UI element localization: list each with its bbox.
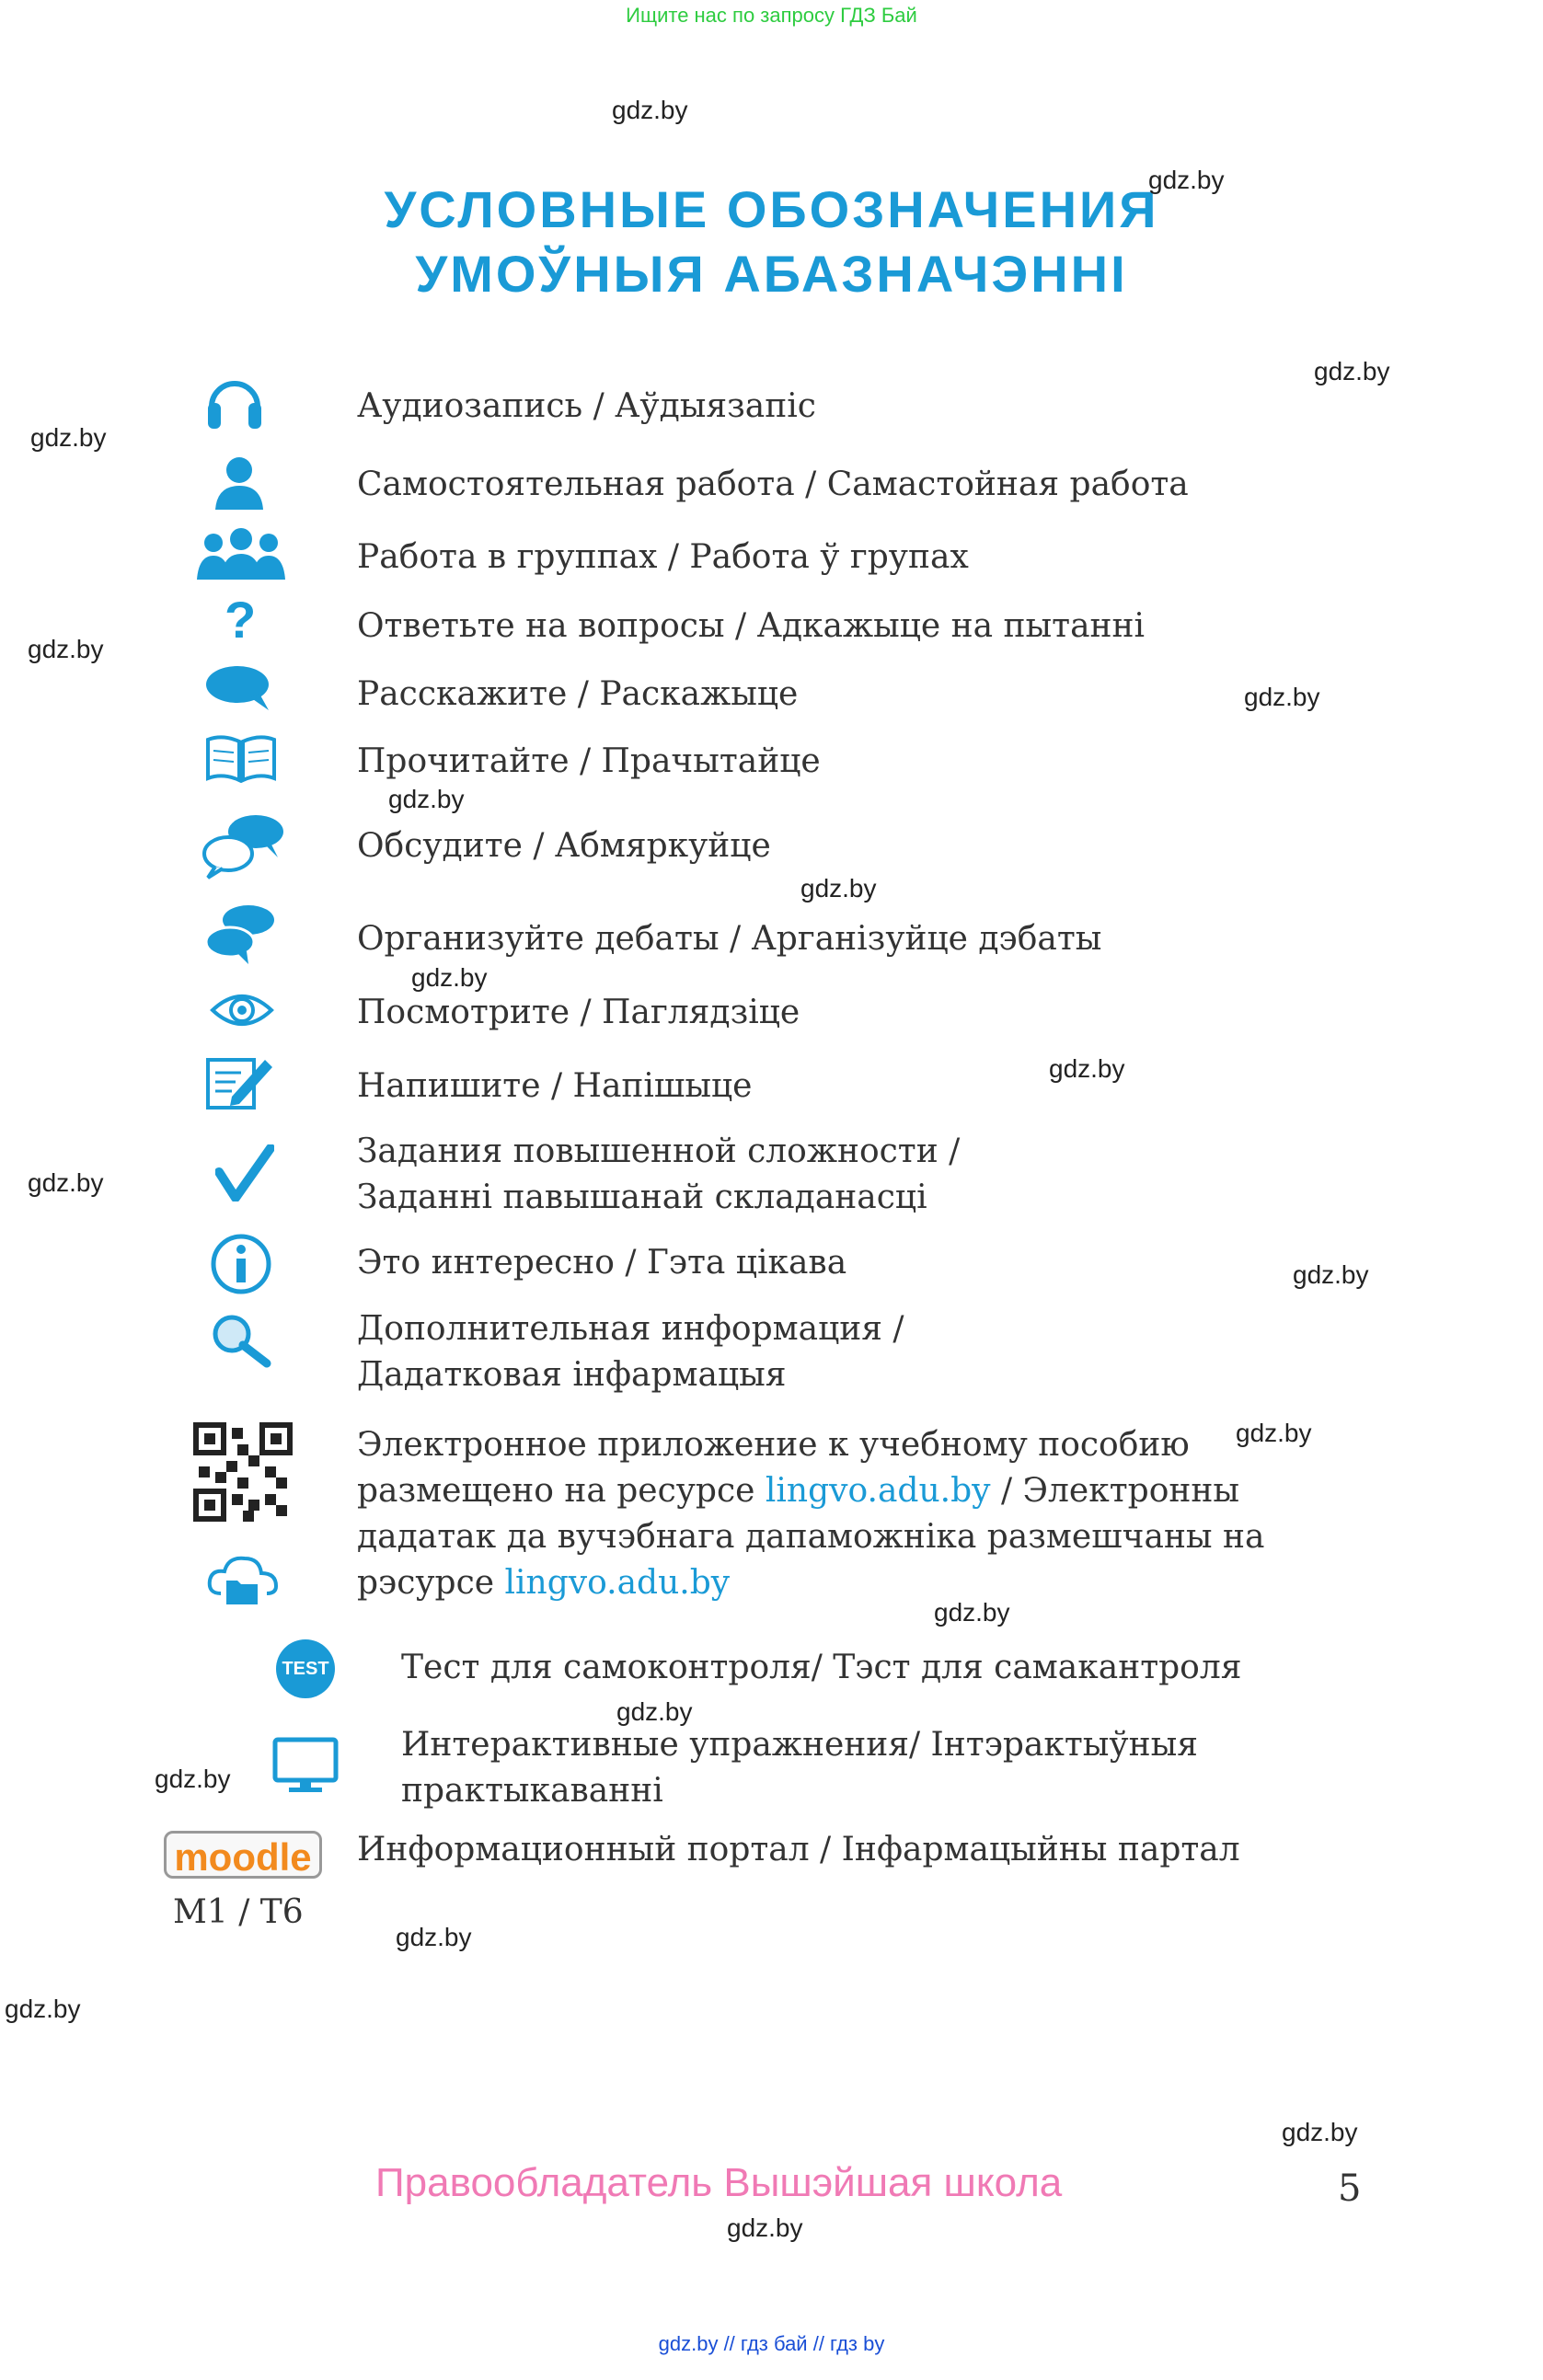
debate-bubbles-icon xyxy=(204,903,278,966)
legend-debate: Организуйте дебаты / Арганізуйце дэбаты xyxy=(357,920,1102,958)
legend-individual: Самостоятельная работа / Самастойная работа xyxy=(357,466,1189,503)
watermark: gdz.by xyxy=(1244,683,1320,711)
watermark: gdz.by xyxy=(411,963,488,992)
legend-electronic-text: размещено на ресурсе xyxy=(357,1472,766,1510)
legend-portal: Информационный портал / Інфармацыйны партал xyxy=(357,1831,1240,1868)
person-icon xyxy=(210,454,269,510)
watermark: gdz.by xyxy=(5,1995,81,2023)
qr-code-icon xyxy=(193,1422,293,1522)
watermark: gdz.by xyxy=(1293,1260,1369,1289)
legend-interesting: Это интересно / Гэта цікава xyxy=(357,1244,847,1282)
legend-extra-line-1: Дополнительная информация / xyxy=(357,1310,904,1348)
lingvo-link[interactable]: lingvo.adu.by xyxy=(504,1564,731,1602)
legend-electronic-text: / Электронны xyxy=(990,1472,1240,1510)
search-note: Ищите нас по запросу ГДЗ Бай xyxy=(626,4,917,27)
watermark: gdz.by xyxy=(1282,2118,1358,2146)
legend-audio: Аудиозапись / Аўдыязапіс xyxy=(357,387,816,425)
watermark: gdz.by xyxy=(28,1168,104,1197)
question-icon: ? xyxy=(225,591,257,649)
legend-test: Тест для самоконтроля/ Тэст для самакантроля xyxy=(401,1649,1242,1686)
notepad-pencil-icon xyxy=(204,1054,274,1111)
watermark: gdz.by xyxy=(1148,166,1225,194)
eye-icon xyxy=(210,988,274,1032)
watermark: gdz.by xyxy=(30,423,107,452)
watermark: gdz.by xyxy=(612,96,688,124)
legend-write: Напишите / Напішыце xyxy=(357,1067,753,1105)
moodle-label: moodle xyxy=(174,1835,312,1879)
legend-extra-line-2: Дадатковая інфармацыя xyxy=(357,1356,787,1394)
legend-advanced-line-1: Задания повышенной сложности / xyxy=(357,1133,961,1170)
discuss-bubbles-icon xyxy=(201,811,285,880)
speech-bubble-icon xyxy=(204,664,274,712)
magnifier-icon xyxy=(210,1312,276,1369)
page-title-line-1: УСЛОВНЫЕ ОБОЗНАЧЕНИЯ xyxy=(384,180,1159,238)
legend-watch: Посмотрите / Паглядзіце xyxy=(357,994,800,1031)
legend-questions: Ответьте на вопросы / Адкажыце на пытанні xyxy=(357,607,1146,645)
info-icon xyxy=(210,1233,272,1295)
page-title-line-2: УМОЎНЫЯ АБАЗНАЧЭННІ xyxy=(415,245,1128,303)
legend-interactive-line-2: практыкаванні xyxy=(401,1772,663,1810)
moodle-logo[interactable] xyxy=(164,1831,322,1879)
legend-electronic-line-3: дадатак да вучэбнага дапаможніка размешчаны на xyxy=(357,1518,1265,1556)
watermark: gdz.by xyxy=(28,635,104,663)
legend-groups: Работа в группах / Работа ў групах xyxy=(357,538,969,576)
watermark: gdz.by xyxy=(1049,1054,1125,1083)
page-number: 5 xyxy=(1338,2167,1362,2210)
open-book-icon xyxy=(204,732,278,784)
copyright-holder: Правообладатель Вышэйшая школа xyxy=(375,2160,1063,2205)
monitor-icon xyxy=(272,1737,339,1794)
watermark: gdz.by xyxy=(1236,1419,1312,1447)
headphones-icon xyxy=(204,370,265,434)
legend-electronic-line-4 xyxy=(357,1560,730,1606)
legend-discuss: Обсудите / Абмяркуйце xyxy=(357,827,771,865)
module-code: М1 / Т6 xyxy=(173,1893,304,1931)
legend-advanced-line-2: Заданні павышанай складанасці xyxy=(357,1179,927,1216)
watermark: gdz.by xyxy=(800,874,877,903)
cloud-folder-icon xyxy=(206,1551,280,1606)
test-badge-icon xyxy=(276,1639,335,1698)
legend-electronic-line-2 xyxy=(357,1468,1239,1514)
legend-tell: Расскажите / Раскажыце xyxy=(357,675,799,713)
lingvo-link[interactable]: lingvo.adu.by xyxy=(765,1472,991,1510)
group-icon xyxy=(195,526,287,580)
legend-electronic-text: рэсурсе xyxy=(357,1564,505,1602)
watermark: gdz.by xyxy=(155,1765,231,1793)
legend-read: Прочитайте / Прачытайце xyxy=(357,742,821,780)
checkmark-icon xyxy=(215,1144,274,1201)
legend-electronic-line-1: Электронное приложение к учебному пособию xyxy=(357,1426,1190,1464)
watermark: gdz.by xyxy=(934,1598,1010,1627)
watermark: gdz.by xyxy=(616,1697,693,1726)
watermark: gdz.by xyxy=(727,2213,803,2242)
watermark: gdz.by xyxy=(388,785,465,813)
footer-links[interactable]: gdz.by // гдз бай // гдз by xyxy=(658,2332,885,2355)
watermark: gdz.by xyxy=(396,1923,472,1951)
watermark: gdz.by xyxy=(1314,357,1390,385)
legend-interactive-line-1: Интерактивные упражнения/ Інтэрактыўныя xyxy=(401,1726,1198,1764)
test-badge-label: TEST xyxy=(282,1659,329,1679)
